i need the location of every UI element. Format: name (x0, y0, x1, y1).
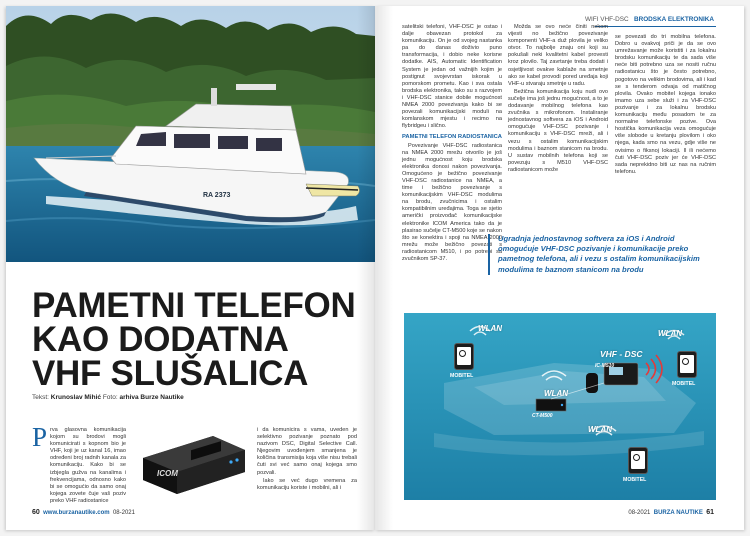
wlan-label-3: WLAN (544, 389, 568, 398)
left-footer-issue: 08-2021 (112, 510, 135, 516)
magazine-spread (6, 6, 744, 530)
body-column-3 (615, 34, 716, 177)
headline-line-2: KAO DODATNA (32, 320, 289, 359)
body-column-2 (508, 24, 608, 175)
intro-paragraph-1: rva glasovna komunikacija kojom su brodovi mogli komunicirati s kopnom bio je VHF, koji je uz kanal 16, imao određeni broj radnih kanala za komunikaciju. Kako bi se izbjegla gužva na kanalima i frekvencijama, odnosno kako bi se omogućio da samo onaj kojega zovete čuje vaš poziv preko VHF radiostanice (50, 427, 126, 504)
svg-text:RA 2373: RA 2373 (203, 192, 231, 199)
intro-column-2 (257, 427, 357, 493)
credits-text-prefix: Tekst: (32, 394, 51, 401)
pull-quote: Ugradnja jednostavnog softvera za iOS i Android omogućuje VHF-DSC pozivanje i komunikacije preko pametnog telefona, ali i vezu s ostalim komunikacijskim modulima te baznom stanicom na brodu (488, 234, 714, 275)
intro-column-1 (50, 427, 126, 506)
body-col1-paragraph-2: Povezivanje VHF-DSC radiostanica na NMEA 2000 mrežu otvorilo je još jednu mogućnost koju brodska elektronika donosi nakon povezivanja. Omogućeno je bežično povezivanje VHF-DSC radiostanice na NMEA, a time i bežično povezivanje s komunikacijskim VHF-DSC modulima na brodu, zvučnicima i ostalim kompatibilnim uređajima. Toga se sjetio američki proizvođač komunikacijske elektronike ICOM America tako da je plasirao sučelje CT-M500 koje se nakon što se konektira i spoji na NMEA 2000 mrežu može bežično povezati s radiostanicom M510, i po potrebi sa zvučnikom SP-37. (402, 142, 502, 262)
right-footer (628, 509, 714, 516)
mobitel-label-3: MOBITEL (623, 477, 647, 483)
section-header-topic: WIFI VHF-DSC (584, 16, 629, 23)
mobitel-phone-1 (454, 343, 474, 370)
headline-line-1: PAMETNI TELEFON (32, 286, 356, 325)
credits-photo-prefix: Foto: (101, 394, 120, 401)
right-gutter-shadow (375, 6, 393, 530)
right-page (375, 6, 744, 530)
mobitel-phone-3 (628, 447, 648, 474)
headline-line-3: VHF SLUŠALICA (32, 354, 309, 393)
mobitel-label-1: MOBITEL (450, 373, 474, 379)
mobitel-label-2: MOBITEL (672, 381, 696, 387)
credits-author: Krunoslav Mihić (50, 394, 102, 401)
vhf-dsc-label: VHF - DSC (600, 349, 643, 359)
left-page (6, 6, 375, 530)
body-col2-paragraph-1: Možda se ovo neće činiti nekom vijesti no bežično povezivanje komponenti VHF-a duž plovila je veliko otvor. To najbolje znaju oni koji su pokušali neki kvalitetni kabel provesti kroz plovilo. Taj zavrtanje treba dodati i osjetljivost ovakve kablaže na smetnje ako se kabel provodi pored uređaja koji VHF-u stvaraju smetnje u radu. (508, 24, 608, 87)
mobitel-phone-2 (677, 351, 697, 378)
intro-paragraph-3: Iako se već dugo vremena za komunikaciju koriste i mobilni, ali i (257, 477, 357, 491)
right-footer-issue: 08-2021 (628, 510, 651, 516)
yacht-photo-graphic (6, 6, 375, 262)
article-credits (32, 394, 184, 401)
wlan-label-2: WLAN (658, 329, 682, 338)
yacht-photo (6, 6, 375, 262)
device-graphic (133, 428, 251, 498)
wlan-network-diagram (404, 313, 716, 500)
left-gutter-shadow (357, 6, 375, 530)
left-page-number: 60 (32, 509, 40, 516)
footer-website-link[interactable]: www.burzanautike.com (43, 510, 110, 516)
credits-photo: arhiva Burze Nautike (119, 394, 184, 401)
section-header-brand: BRODSKA ELEKTRONIKA (633, 16, 714, 23)
body-col1-paragraph-1: satelitski telefoni, VHF-DSC je ostao i dalje obavezan protokol za komunikaciju. On je od svojeg nastanka pa do danas doživio puno transformacija, i dobio neke korisne dodatke. AIS, Automatic Identification System je jedan od važnijih kojim je postignut svojevrstan iskorak u pomorskom prometu. Kao i sva ostala brodska elektronika, tako su s razvojem i VHF-DSC stanice dobile mogućnost NMEA 2000 povezivanja kako bi se povezali komunikacijski moduli na komlanskom mjestu i recimo na flybridgeu i slično. (402, 24, 502, 130)
body-col2-paragraph-2: Bežična komunikacija koju nudi ovo sučelje ima još jednu mogućnost, a to je dodavanje mobilnog telefona kao zvučnika s mikrofonom. Instaliranje jednostavnog softvera za iOS i Android omogućuje VHF-DSC pozivanje i komunikaciju s VHF-DSC mreži, ali i vezu s ostalim komunikacijskim modulima i baznom stanicom na brodu. U sustav mobilnih telefona koji se povezuju s M510 VHF-DSC radiostanicom može (508, 88, 608, 173)
section-header (585, 16, 714, 23)
right-page-number: 61 (706, 509, 714, 516)
body-col3-paragraph-1: se povezati do tri mobilna telefona. Dobro u ovakvoj priči je da se ovo umrežavanje može koristiti i za lokalnu brodsku komunikaciju te da sada više neće biti potrebno uza se nositi ručnu radiostanicu što je često potrebno, pogotovo na velikim brodovima, ali i kad se s tenderom odvaja od matičnog plovila. Ovako mobitel kojega ionako imamo uza sebe služi i za VHF-DSC pozivanje i za lokalnu brodsku komunikaciju među posadom te za normalne telefonske pozive. Ova hostička komunikacija veza omogućuje više slobode u kretanju plovilom i oko njega, kada smo na vezu, gdje više ne ovisimo o fiksnoj lokaciji. Il ili nećemo čuti VHF-DSC poziv jer će VHF-DSC sada neprekidno biti uz nas na ručnim telefonu. (615, 34, 716, 175)
right-footer-brand: BURZA NAUTIKE (653, 510, 703, 516)
body-column-1 (402, 24, 502, 264)
ct-m500-label: CT-M500 (532, 413, 553, 419)
header-divider (595, 26, 716, 27)
device-brand-label: ICOM (157, 469, 178, 478)
wlan-label-1: WLAN (478, 324, 502, 333)
diagram-background (404, 313, 716, 500)
wlan-label-4: WLAN (588, 425, 612, 434)
ic-m510-label: IC-M510 (595, 363, 615, 369)
left-footer (32, 509, 135, 516)
dropcap: P (32, 422, 48, 452)
subheading-smartphone: PAMETNI TELEFON RADIOSTANICA (402, 134, 502, 141)
article-headline (32, 286, 362, 393)
intro-paragraph-2: i da komunicira s vama, uveden je selektivno pozivanje poznato pod nazivom DSC, Digital Selective Call. Njegovim uvođenjem smanjena je količina transmisija koja više nisu trebali čuti svi već samo onaj kojega smo pozvali. (257, 427, 357, 476)
icom-ct-m500-device (133, 428, 251, 498)
